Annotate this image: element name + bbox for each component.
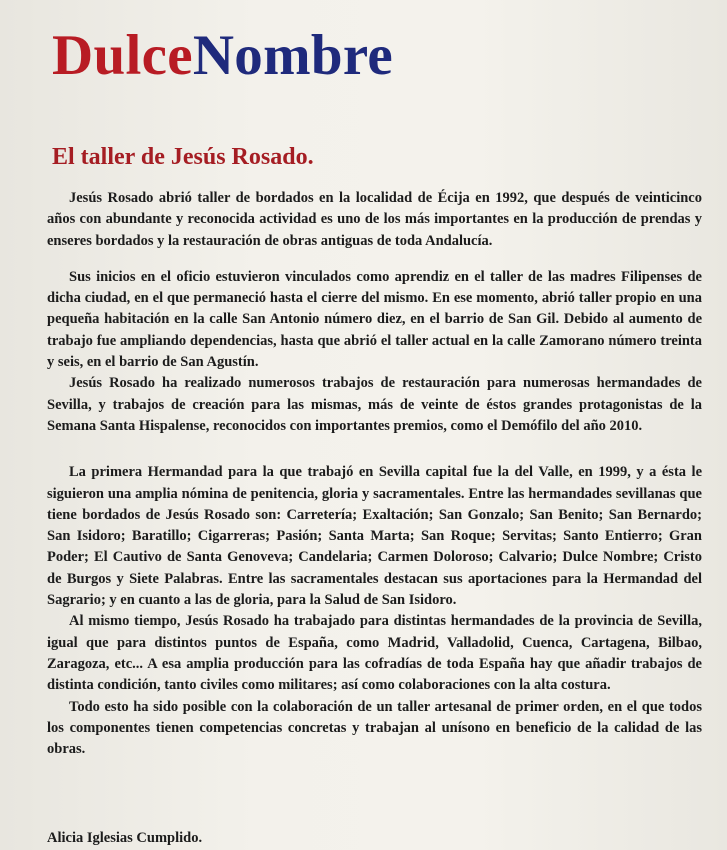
- section-subtitle: El taller de Jesús Rosado.: [52, 144, 314, 170]
- paragraph-seville-brotherhoods: La primera Hermandad para la que trabajó en Sevilla capital fue la del Valle, en 1999, y a ésta le siguieron una amplia nómina de penitencia, gloria y sacramentales. Entre las hermandades sevillanas que tiene bordados de Jesús Rosado son: Carretería; Exaltación; San Gonzalo; San Benito; San Bernardo; San Isidoro; Baratillo; Cigarreras; Pasión; Santa Marta; San Roque; Servitas; Santo Entierro; Gran Poder; El Cautivo de Santa Genoveva; Candelaria; Carmen Doloroso; Calvario; Dulce Nombre; Cristo de Burgos y Siete Palabras. Entre las sacramentales destacan sus aportaciones para la Hermandad del Sagrario; y en cuanto a las de gloria, para la Salud de San Isidoro.: [47, 464, 702, 609]
- paragraph-founding: Jesús Rosado abrió taller de bordados en la localidad de Écija en 1992, que después de veinticinco años con abundante y reconocida actividad es uno de los más importantes en la producción de prendas y enseres bordados y la restauración de obras antiguas de toda Andalucía.: [47, 190, 702, 249]
- article-body: [47, 188, 702, 760]
- paragraph-workshop-team: Todo esto ha sido posible con la colaboración de un taller artesanal de primer orden, en el que todos los componentes tienen competencias concretas y trabajan al unísono en beneficio de la calidad de las obras.: [47, 698, 702, 758]
- title-word-dulce: Dulce: [52, 24, 193, 87]
- author-signature: Alicia Iglesias Cumplido.: [47, 830, 203, 846]
- title-word-nombre: Nombre: [192, 24, 394, 87]
- panel-title: [52, 24, 393, 88]
- paragraph-beginnings: Sus inicios en el oficio estuvieron vinculados como aprendiz en el taller de las madres Filipenses de dicha ciudad, en el que permaneció hasta el cierre del mismo. En ese momento, abrió taller propio en una pequeña habitación en la calle San Antonio número diez, en el barrio de San Gil. Debido al aumento de trabajo fue ampliando dependencias, hasta que abrió el taller actual en la calle Zamorano número treinta y seis, en el barrio de San Agustín.: [47, 268, 702, 371]
- paragraph-other-works: Al mismo tiempo, Jesús Rosado ha trabajado para distintas hermandades de la provincia de Sevilla, igual que para distintos puntos de España, como Madrid, Valladolid, Cuenca, Cartagena, Bilbao, Zaragoza, etc... A esa amplia producción para las cofradías de toda España hay que añadir trabajos de distinta condición, tanto civiles como militares; así como colaboraciones con la alta costura.: [47, 613, 702, 694]
- paragraph-restorations: Jesús Rosado ha realizado numerosos trabajos de restauración para numerosas hermandades de Sevilla, y trabajos de creación para las mismas, más de veinte de éstos grandes protagonistas de la Semana Santa Hispalense, reconocidos con importantes premios, como el Demófilo del año 2010.: [47, 375, 702, 434]
